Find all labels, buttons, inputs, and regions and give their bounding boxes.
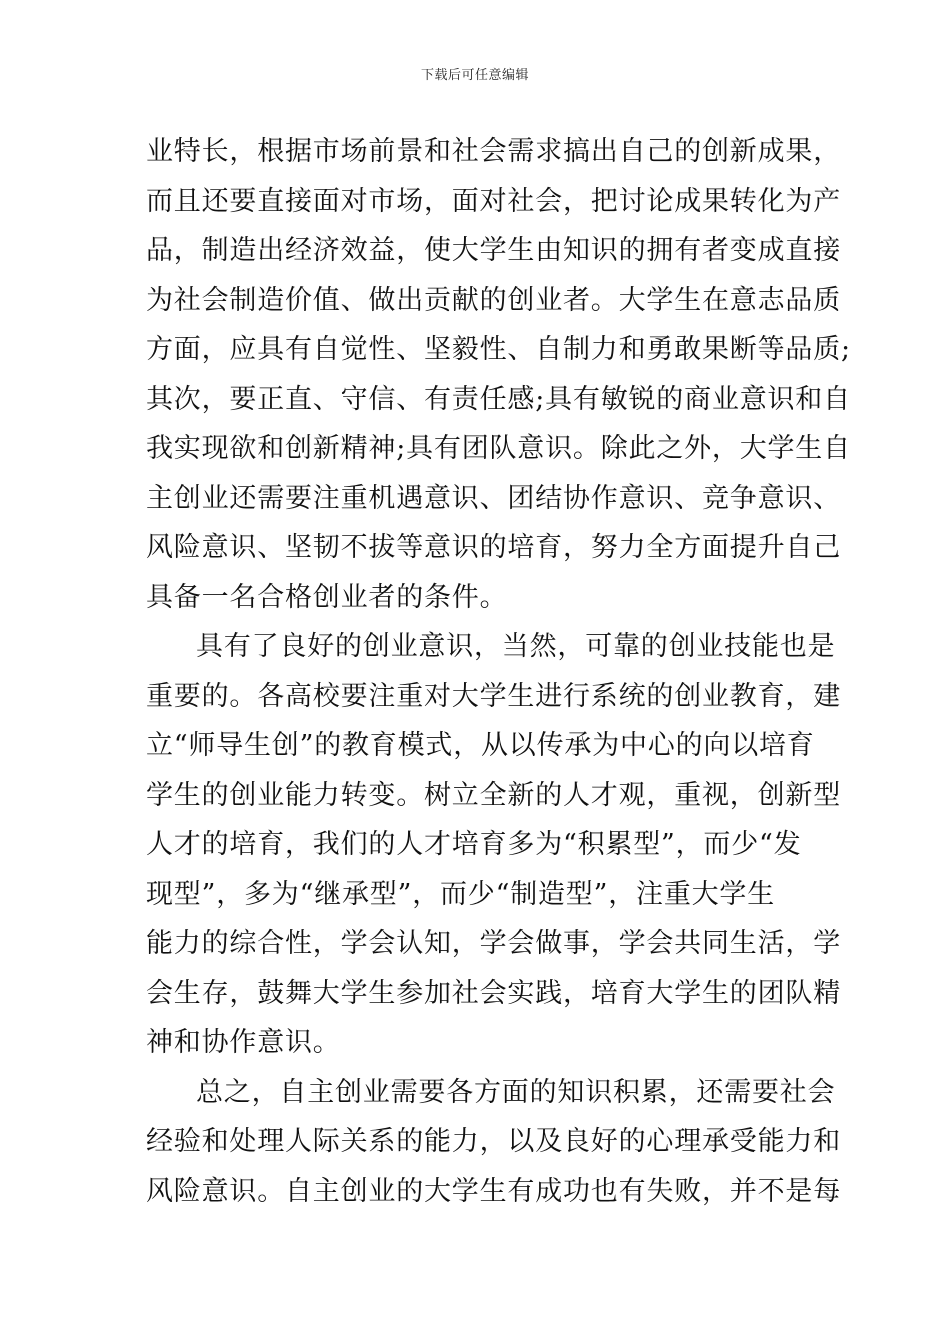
text-line: 现型”，多为“继承型”，而少“制造型”，注重大学生 <box>146 878 776 910</box>
text-line: 具备一名合格创业者的条件。 <box>146 581 508 613</box>
body-text <box>146 127 851 1216</box>
text-line: 主创业还需要注重机遇意识、团结协作意识、竞争意识、 <box>146 482 841 514</box>
text-line: 方面，应具有自觉性、坚毅性、自制力和勇敢果断等品质; <box>146 334 851 365</box>
text-line: 人才的培育，我们的人才培育多为“积累型”，而少“发 <box>146 829 802 860</box>
text-line: 重要的。各高校要注重对大学生进行系统的创业教育，建 <box>146 680 841 712</box>
text-line: 总之，自主创业需要各方面的知识积累，还需要社会 <box>196 1076 836 1108</box>
text-line: 风险意识、坚韧不拔等意识的培育，努力全方面提升自己 <box>146 532 841 563</box>
text-line: 具有了良好的创业意识，当然，可靠的创业技能也是 <box>196 631 836 662</box>
text-line: 为社会制造价值、做出贡献的创业者。大学生在意志品质 <box>146 284 841 316</box>
text-line: 而且还要直接面对市场，面对社会，把讨论成果转化为产 <box>146 185 841 217</box>
text-line: 学生的创业能力转变。树立全新的人才观，重视，创新型 <box>146 779 841 811</box>
text-line: 其次，要正直、守信、有责任感;具有敏锐的商业意识和自 <box>146 383 851 415</box>
text-line: 业特长，根据市场前景和社会需求搞出自己的创新成果， <box>146 136 841 167</box>
text-line: 风险意识。自主创业的大学生有成功也有失败，并不是每 <box>146 1175 841 1207</box>
text-line: 神和协作意识。 <box>146 1027 341 1058</box>
page-header: 下载后可任意编辑 <box>420 68 529 83</box>
text-line: 能力的综合性，学会认知，学会做事，学会共同生活，学 <box>146 928 841 959</box>
text-line: 会生存，鼓舞大学生参加社会实践，培育大学生的团队精 <box>146 977 841 1009</box>
text-line: 立“师导生创”的教育模式，从以传承为中心的向以培育 <box>146 730 815 761</box>
text-line: 品，制造出经济效益，使大学生由知识的拥有者变成直接 <box>146 235 841 266</box>
text-line: 我实现欲和创新精神;具有团队意识。除此之外，大学生自 <box>146 433 851 464</box>
text-line: 经验和处理人际关系的能力，以及良好的心理承受能力和 <box>146 1126 841 1157</box>
